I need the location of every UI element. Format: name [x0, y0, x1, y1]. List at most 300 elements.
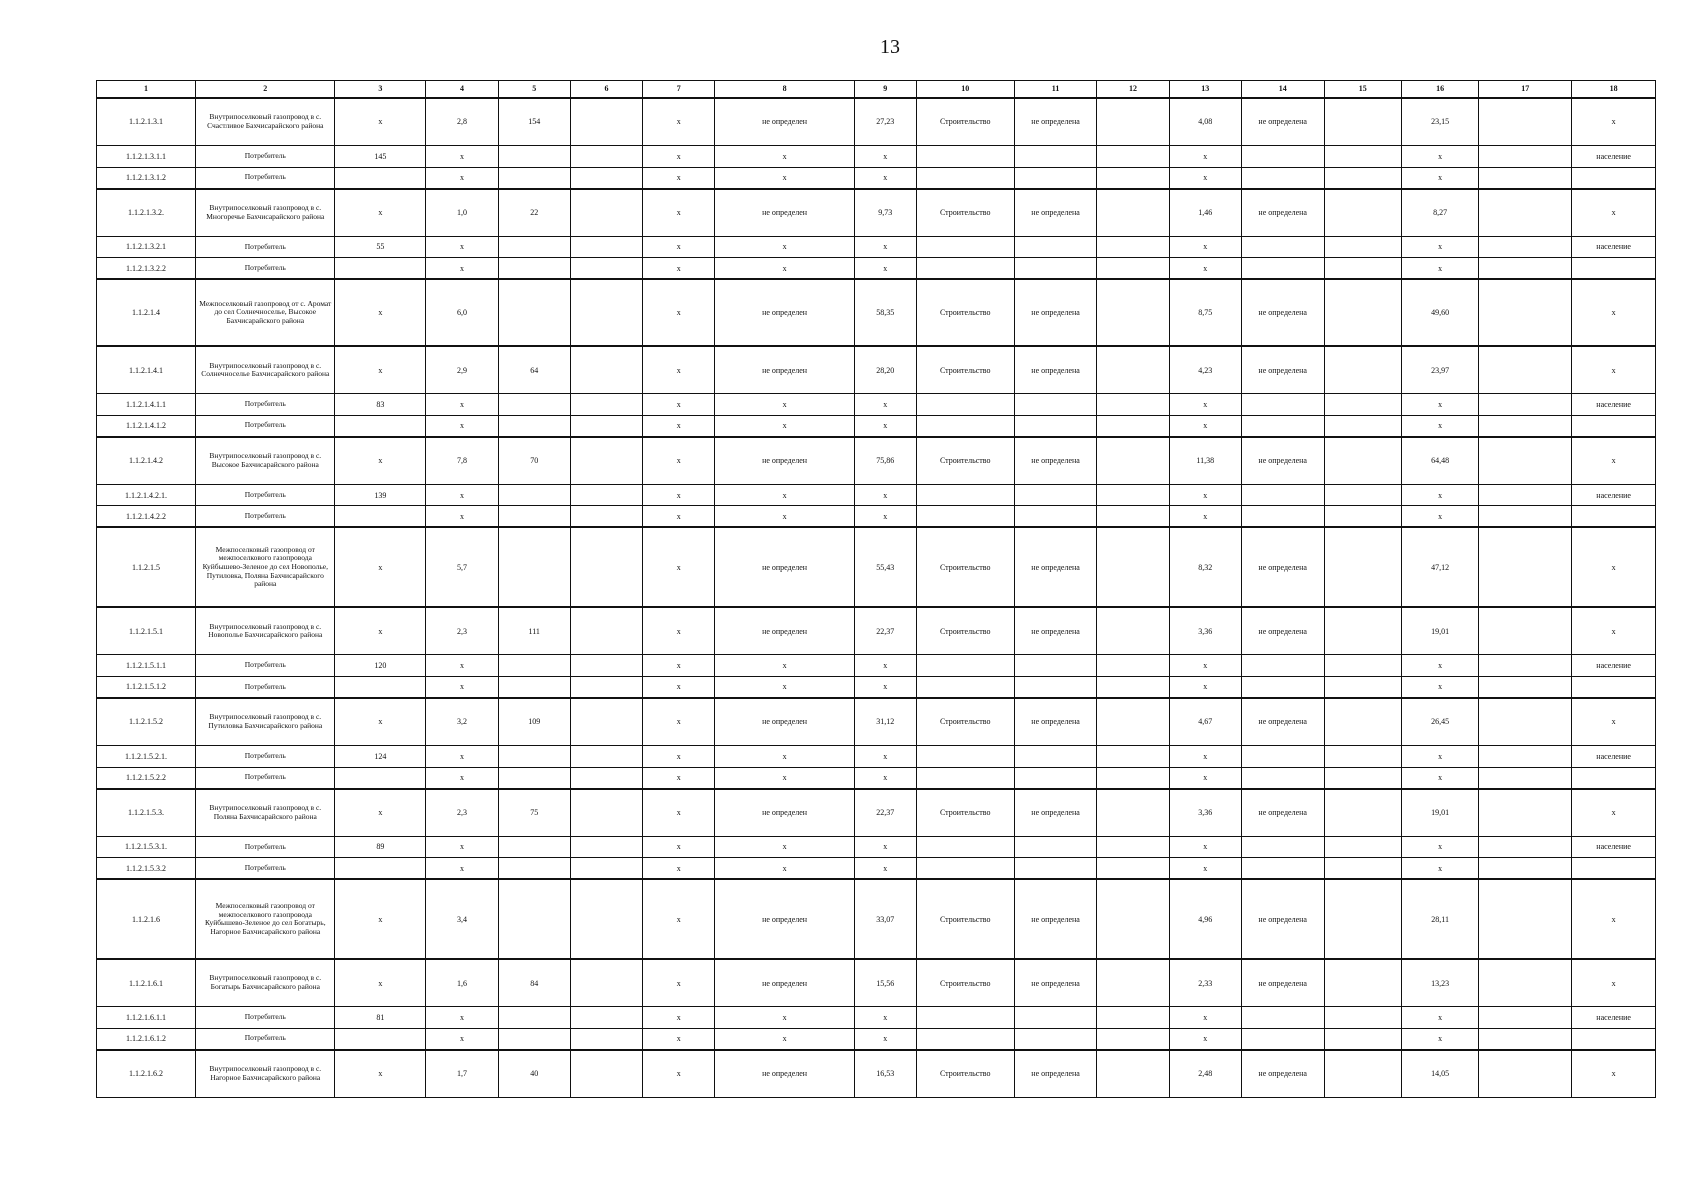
table-cell-col-14: [1241, 236, 1324, 258]
table-cell-col-16: 64,48: [1401, 437, 1478, 484]
table-cell-col-7: x: [643, 236, 715, 258]
table-cell-col-14: [1241, 836, 1324, 858]
table-cell-col-2: Потребитель: [196, 484, 335, 506]
table-cell-col-11: не определена: [1014, 959, 1097, 1006]
table-cell-col-6: [570, 698, 642, 745]
table-cell-col-2: Потребитель: [196, 858, 335, 880]
table-cell-col-4: x: [426, 767, 498, 789]
table-cell-col-7: x: [643, 98, 715, 145]
table-cell-col-2: Потребитель: [196, 655, 335, 677]
table-cell-col-13: 11,38: [1169, 437, 1241, 484]
table-row: [97, 676, 1656, 698]
table-cell-col-11: [1014, 394, 1097, 416]
table-cell-col-4: 2,3: [426, 607, 498, 654]
col-number: 18: [1572, 81, 1656, 99]
table-cell-col-18: [1572, 676, 1656, 698]
table-cell-col-10: [916, 1007, 1014, 1029]
table-cell-col-9: x: [854, 236, 916, 258]
table-cell-col-18: население: [1572, 236, 1656, 258]
col-number: 17: [1479, 81, 1572, 99]
table-cell-col-6: [570, 394, 642, 416]
table-cell-col-3: x: [335, 607, 426, 654]
table-row: [97, 167, 1656, 189]
table-cell-col-16: x: [1401, 258, 1478, 280]
table-cell-col-7: x: [643, 655, 715, 677]
table-cell-col-4: x: [426, 167, 498, 189]
table-cell-col-14: [1241, 415, 1324, 437]
table-cell-col-13: 4,08: [1169, 98, 1241, 145]
table-cell-col-7: x: [643, 1028, 715, 1050]
table-cell-col-14: не определена: [1241, 959, 1324, 1006]
table-row: [97, 279, 1656, 346]
col-number: 1: [97, 81, 196, 99]
table-cell-col-17: [1479, 655, 1572, 677]
table-cell-col-9: x: [854, 415, 916, 437]
table-cell-col-5: [498, 484, 570, 506]
table-cell-col-5: [498, 506, 570, 528]
table-cell-col-8: x: [715, 745, 854, 767]
table-cell-col-8: x: [715, 676, 854, 698]
table-row: [97, 767, 1656, 789]
table-cell-col-9: x: [854, 167, 916, 189]
table-cell-col-6: [570, 1007, 642, 1029]
table-cell-col-4: 7,8: [426, 437, 498, 484]
table-cell-col-2: Межпоселковый газопровод от межпоселкового газопровода Куйбышево-Зеленое до сел Богатырь, Нагорное Бахчисарайского района: [196, 879, 335, 959]
table-cell-col-4: x: [426, 506, 498, 528]
table-cell-col-9: x: [854, 858, 916, 880]
table-cell-col-5: [498, 879, 570, 959]
table-cell-col-15: [1324, 1050, 1401, 1098]
table-cell-col-10: Строительство: [916, 189, 1014, 236]
table-cell-col-11: [1014, 767, 1097, 789]
table-cell-col-1: 1.1.2.1.5.2.1.: [97, 745, 196, 767]
table-cell-col-3: [335, 676, 426, 698]
table-cell-col-18: [1572, 858, 1656, 880]
table-cell-col-13: x: [1169, 484, 1241, 506]
table-cell-col-4: x: [426, 745, 498, 767]
table-row: [97, 1007, 1656, 1029]
table-cell-col-16: x: [1401, 858, 1478, 880]
table-cell-col-1: 1.1.2.1.4.2: [97, 437, 196, 484]
table-cell-col-14: [1241, 676, 1324, 698]
table-row: [97, 415, 1656, 437]
table-cell-col-1: 1.1.2.1.4.1.1: [97, 394, 196, 416]
table-cell-col-13: x: [1169, 745, 1241, 767]
table-cell-col-8: не определен: [715, 346, 854, 393]
table-cell-col-15: [1324, 167, 1401, 189]
table-cell-col-5: 70: [498, 437, 570, 484]
table-cell-col-10: Строительство: [916, 437, 1014, 484]
table-cell-col-9: x: [854, 506, 916, 528]
table-cell-col-2: Внутрипоселковый газопровод в с. Поляна Бахчисарайского района: [196, 789, 335, 836]
table-cell-col-11: [1014, 484, 1097, 506]
table-cell-col-10: Строительство: [916, 346, 1014, 393]
table-cell-col-11: не определена: [1014, 1050, 1097, 1098]
table-cell-col-5: [498, 676, 570, 698]
table-cell-col-7: x: [643, 415, 715, 437]
col-number: 4: [426, 81, 498, 99]
table-cell-col-4: x: [426, 258, 498, 280]
table-cell-col-18: x: [1572, 698, 1656, 745]
table-cell-col-11: [1014, 236, 1097, 258]
table-cell-col-9: 75,86: [854, 437, 916, 484]
table-cell-col-14: не определена: [1241, 789, 1324, 836]
table-cell-col-10: [916, 836, 1014, 858]
table-cell-col-12: [1097, 167, 1169, 189]
table-cell-col-2: Потребитель: [196, 258, 335, 280]
table-cell-col-4: 5,7: [426, 527, 498, 607]
table-cell-col-14: [1241, 767, 1324, 789]
table-cell-col-13: x: [1169, 415, 1241, 437]
table-cell-col-9: x: [854, 767, 916, 789]
table-cell-col-15: [1324, 145, 1401, 167]
table-cell-col-8: x: [715, 767, 854, 789]
table-cell-col-4: x: [426, 676, 498, 698]
table-cell-col-11: [1014, 167, 1097, 189]
table-cell-col-17: [1479, 698, 1572, 745]
table-cell-col-18: [1572, 506, 1656, 528]
table-cell-col-8: не определен: [715, 98, 854, 145]
table-cell-col-18: x: [1572, 789, 1656, 836]
table-cell-col-9: 22,37: [854, 607, 916, 654]
table-cell-col-12: [1097, 698, 1169, 745]
table-cell-col-2: Потребитель: [196, 836, 335, 858]
table-cell-col-6: [570, 676, 642, 698]
table-cell-col-9: 15,56: [854, 959, 916, 1006]
table-cell-col-10: [916, 506, 1014, 528]
table-cell-col-2: Потребитель: [196, 676, 335, 698]
table-cell-col-2: Потребитель: [196, 415, 335, 437]
table-cell-col-14: [1241, 484, 1324, 506]
table-cell-col-16: x: [1401, 236, 1478, 258]
table-cell-col-17: [1479, 394, 1572, 416]
table-cell-col-8: не определен: [715, 437, 854, 484]
table-row: [97, 437, 1656, 484]
table-cell-col-13: 4,67: [1169, 698, 1241, 745]
table-cell-col-7: x: [643, 484, 715, 506]
table-cell-col-7: x: [643, 959, 715, 1006]
table-cell-col-2: Потребитель: [196, 167, 335, 189]
table-cell-col-13: 4,96: [1169, 879, 1241, 959]
table-cell-col-7: x: [643, 346, 715, 393]
table-cell-col-15: [1324, 959, 1401, 1006]
table-cell-col-15: [1324, 789, 1401, 836]
table-cell-col-7: x: [643, 745, 715, 767]
table-cell-col-14: не определена: [1241, 346, 1324, 393]
table-cell-col-16: x: [1401, 836, 1478, 858]
table-cell-col-3: 120: [335, 655, 426, 677]
table-cell-col-15: [1324, 745, 1401, 767]
table-cell-col-9: 55,43: [854, 527, 916, 607]
table-cell-col-4: 1,0: [426, 189, 498, 236]
table-cell-col-15: [1324, 767, 1401, 789]
table-cell-col-7: x: [643, 167, 715, 189]
table-body: [97, 98, 1656, 1098]
page-number: 13: [880, 36, 900, 58]
table-cell-col-18: x: [1572, 189, 1656, 236]
col-number: 7: [643, 81, 715, 99]
table-cell-col-12: [1097, 607, 1169, 654]
table-cell-col-8: не определен: [715, 959, 854, 1006]
table-cell-col-15: [1324, 1028, 1401, 1050]
table-cell-col-16: 19,01: [1401, 789, 1478, 836]
table-row: [97, 236, 1656, 258]
table-cell-col-12: [1097, 236, 1169, 258]
table-cell-col-1: 1.1.2.1.3.1.2: [97, 167, 196, 189]
table-cell-col-12: [1097, 346, 1169, 393]
table-cell-col-11: не определена: [1014, 527, 1097, 607]
table-cell-col-13: 4,23: [1169, 346, 1241, 393]
table-cell-col-13: x: [1169, 836, 1241, 858]
col-number: 9: [854, 81, 916, 99]
table-cell-col-15: [1324, 836, 1401, 858]
table-cell-col-11: не определена: [1014, 607, 1097, 654]
table-cell-col-9: 27,23: [854, 98, 916, 145]
table-row: [97, 346, 1656, 393]
table-cell-col-1: 1.1.2.1.4.2.1.: [97, 484, 196, 506]
table-cell-col-14: [1241, 394, 1324, 416]
table-cell-col-3: x: [335, 959, 426, 1006]
table-cell-col-12: [1097, 258, 1169, 280]
table-cell-col-17: [1479, 346, 1572, 393]
table-cell-col-8: x: [715, 167, 854, 189]
table-cell-col-4: x: [426, 236, 498, 258]
table-cell-col-1: 1.1.2.1.3.2.2: [97, 258, 196, 280]
table-cell-col-5: 40: [498, 1050, 570, 1098]
table-cell-col-12: [1097, 527, 1169, 607]
table-cell-col-17: [1479, 98, 1572, 145]
table-cell-col-15: [1324, 98, 1401, 145]
table-cell-col-17: [1479, 789, 1572, 836]
table-cell-col-6: [570, 258, 642, 280]
table-cell-col-2: Потребитель: [196, 1007, 335, 1029]
table-cell-col-13: x: [1169, 167, 1241, 189]
table-cell-col-11: [1014, 1028, 1097, 1050]
table-cell-col-4: 2,3: [426, 789, 498, 836]
table-row: [97, 959, 1656, 1006]
table-cell-col-14: не определена: [1241, 607, 1324, 654]
col-number: 2: [196, 81, 335, 99]
table-cell-col-8: x: [715, 145, 854, 167]
table-cell-col-15: [1324, 394, 1401, 416]
table-cell-col-3: x: [335, 527, 426, 607]
table-cell-col-7: x: [643, 527, 715, 607]
table-cell-col-18: [1572, 1028, 1656, 1050]
table-cell-col-1: 1.1.2.1.6: [97, 879, 196, 959]
col-number: 15: [1324, 81, 1401, 99]
table-cell-col-1: 1.1.2.1.6.1.1: [97, 1007, 196, 1029]
table-cell-col-12: [1097, 1007, 1169, 1029]
table-cell-col-1: 1.1.2.1.5.2.2: [97, 767, 196, 789]
table-cell-col-17: [1479, 258, 1572, 280]
table-cell-col-18: x: [1572, 607, 1656, 654]
table-cell-col-17: [1479, 879, 1572, 959]
table-cell-col-10: Строительство: [916, 279, 1014, 346]
table-cell-col-7: x: [643, 394, 715, 416]
table-cell-col-9: 9,73: [854, 189, 916, 236]
table-row: [97, 698, 1656, 745]
table-cell-col-16: x: [1401, 1007, 1478, 1029]
table-cell-col-8: x: [715, 236, 854, 258]
table-cell-col-4: 2,8: [426, 98, 498, 145]
table-cell-col-6: [570, 279, 642, 346]
table-cell-col-9: x: [854, 484, 916, 506]
table-cell-col-2: Внутрипоселковый газопровод в с. Солнечноселье Бахчисарайского района: [196, 346, 335, 393]
table-cell-col-10: Строительство: [916, 789, 1014, 836]
table-cell-col-4: 1,7: [426, 1050, 498, 1098]
table-cell-col-7: x: [643, 189, 715, 236]
table-cell-col-15: [1324, 484, 1401, 506]
table-cell-col-10: [916, 484, 1014, 506]
table-cell-col-13: x: [1169, 767, 1241, 789]
table-cell-col-1: 1.1.2.1.3.2.1: [97, 236, 196, 258]
table-cell-col-7: x: [643, 279, 715, 346]
table-cell-col-4: x: [426, 1007, 498, 1029]
table-row: [97, 189, 1656, 236]
table-cell-col-6: [570, 98, 642, 145]
table-cell-col-3: [335, 415, 426, 437]
table-cell-col-7: x: [643, 767, 715, 789]
table-cell-col-3: [335, 858, 426, 880]
table-cell-col-14: [1241, 506, 1324, 528]
table-cell-col-11: [1014, 676, 1097, 698]
table-cell-col-16: 49,60: [1401, 279, 1478, 346]
table-cell-col-8: не определен: [715, 607, 854, 654]
table-cell-col-9: 28,20: [854, 346, 916, 393]
table-cell-col-18: x: [1572, 879, 1656, 959]
table-cell-col-3: 145: [335, 145, 426, 167]
table-cell-col-3: 81: [335, 1007, 426, 1029]
table-cell-col-3: [335, 1028, 426, 1050]
table-cell-col-15: [1324, 676, 1401, 698]
table-cell-col-16: 26,45: [1401, 698, 1478, 745]
table-cell-col-11: не определена: [1014, 879, 1097, 959]
table-cell-col-11: не определена: [1014, 279, 1097, 346]
table-cell-col-14: [1241, 858, 1324, 880]
table-cell-col-5: [498, 745, 570, 767]
table-cell-col-17: [1479, 836, 1572, 858]
table-cell-col-3: 139: [335, 484, 426, 506]
table-cell-col-1: 1.1.2.1.5.1.2: [97, 676, 196, 698]
table-cell-col-8: x: [715, 655, 854, 677]
table-cell-col-18: население: [1572, 484, 1656, 506]
table-cell-col-12: [1097, 279, 1169, 346]
table-cell-col-2: Межпоселковый газопровод от с. Аромат до сел Солнечноселье, Высокое Бахчисарайского района: [196, 279, 335, 346]
table-cell-col-6: [570, 145, 642, 167]
table-cell-col-10: [916, 236, 1014, 258]
table-cell-col-2: Потребитель: [196, 145, 335, 167]
table-cell-col-2: Потребитель: [196, 1028, 335, 1050]
table-cell-col-3: 55: [335, 236, 426, 258]
table-cell-col-16: x: [1401, 484, 1478, 506]
table-cell-col-17: [1479, 607, 1572, 654]
table-cell-col-4: 1,6: [426, 959, 498, 1006]
table-cell-col-9: 16,53: [854, 1050, 916, 1098]
table-cell-col-11: [1014, 258, 1097, 280]
table-cell-col-9: x: [854, 1028, 916, 1050]
table-cell-col-5: [498, 836, 570, 858]
table-cell-col-10: Строительство: [916, 98, 1014, 145]
table-cell-col-16: x: [1401, 655, 1478, 677]
table-cell-col-4: x: [426, 1028, 498, 1050]
table-cell-col-11: [1014, 836, 1097, 858]
table-cell-col-17: [1479, 484, 1572, 506]
table-cell-col-18: x: [1572, 98, 1656, 145]
table-row: [97, 879, 1656, 959]
table-cell-col-10: Строительство: [916, 1050, 1014, 1098]
table-cell-col-18: [1572, 167, 1656, 189]
table-cell-col-13: x: [1169, 858, 1241, 880]
table-cell-col-7: x: [643, 506, 715, 528]
table-row: [97, 655, 1656, 677]
table-cell-col-12: [1097, 1050, 1169, 1098]
table-cell-col-7: x: [643, 836, 715, 858]
table-cell-col-3: [335, 167, 426, 189]
table-cell-col-2: Межпоселковый газопровод от межпоселкового газопровода Куйбышево-Зеленое до сел Новополье, Путиловка, Поляна Бахчисарайского района: [196, 527, 335, 607]
table-cell-col-6: [570, 346, 642, 393]
table-cell-col-1: 1.1.2.1.6.1: [97, 959, 196, 1006]
table-cell-col-5: [498, 1007, 570, 1029]
table-cell-col-18: [1572, 767, 1656, 789]
table-cell-col-7: x: [643, 698, 715, 745]
table-cell-col-10: [916, 858, 1014, 880]
table-row: [97, 506, 1656, 528]
table-cell-col-14: [1241, 1028, 1324, 1050]
table-cell-col-17: [1479, 167, 1572, 189]
table-cell-col-11: не определена: [1014, 346, 1097, 393]
table-cell-col-6: [570, 789, 642, 836]
table-cell-col-12: [1097, 484, 1169, 506]
table-cell-col-16: x: [1401, 745, 1478, 767]
table-cell-col-4: 3,2: [426, 698, 498, 745]
table-cell-col-15: [1324, 506, 1401, 528]
table-cell-col-9: x: [854, 655, 916, 677]
table-cell-col-18: x: [1572, 437, 1656, 484]
register-table: [96, 80, 1656, 1098]
table-cell-col-4: x: [426, 145, 498, 167]
table-cell-col-6: [570, 189, 642, 236]
table-cell-col-5: 154: [498, 98, 570, 145]
table-cell-col-5: 64: [498, 346, 570, 393]
table-cell-col-14: [1241, 167, 1324, 189]
table-cell-col-8: не определен: [715, 879, 854, 959]
table-cell-col-7: x: [643, 858, 715, 880]
table-cell-col-6: [570, 879, 642, 959]
table-cell-col-12: [1097, 676, 1169, 698]
table-cell-col-1: 1.1.2.1.4.2.2: [97, 506, 196, 528]
table-cell-col-12: [1097, 745, 1169, 767]
table-cell-col-6: [570, 836, 642, 858]
col-number: 6: [570, 81, 642, 99]
table-cell-col-1: 1.1.2.1.5.1: [97, 607, 196, 654]
table-cell-col-14: не определена: [1241, 698, 1324, 745]
table-cell-col-15: [1324, 346, 1401, 393]
table-cell-col-17: [1479, 1028, 1572, 1050]
table-cell-col-15: [1324, 527, 1401, 607]
table-cell-col-12: [1097, 394, 1169, 416]
table-cell-col-13: x: [1169, 394, 1241, 416]
table-cell-col-13: x: [1169, 258, 1241, 280]
table-cell-col-6: [570, 1050, 642, 1098]
table-row: [97, 745, 1656, 767]
table-cell-col-2: Потребитель: [196, 745, 335, 767]
table-cell-col-16: x: [1401, 1028, 1478, 1050]
table-cell-col-16: x: [1401, 167, 1478, 189]
table-cell-col-5: 75: [498, 789, 570, 836]
table-cell-col-18: население: [1572, 394, 1656, 416]
table-cell-col-18: [1572, 415, 1656, 437]
table-cell-col-11: не определена: [1014, 789, 1097, 836]
